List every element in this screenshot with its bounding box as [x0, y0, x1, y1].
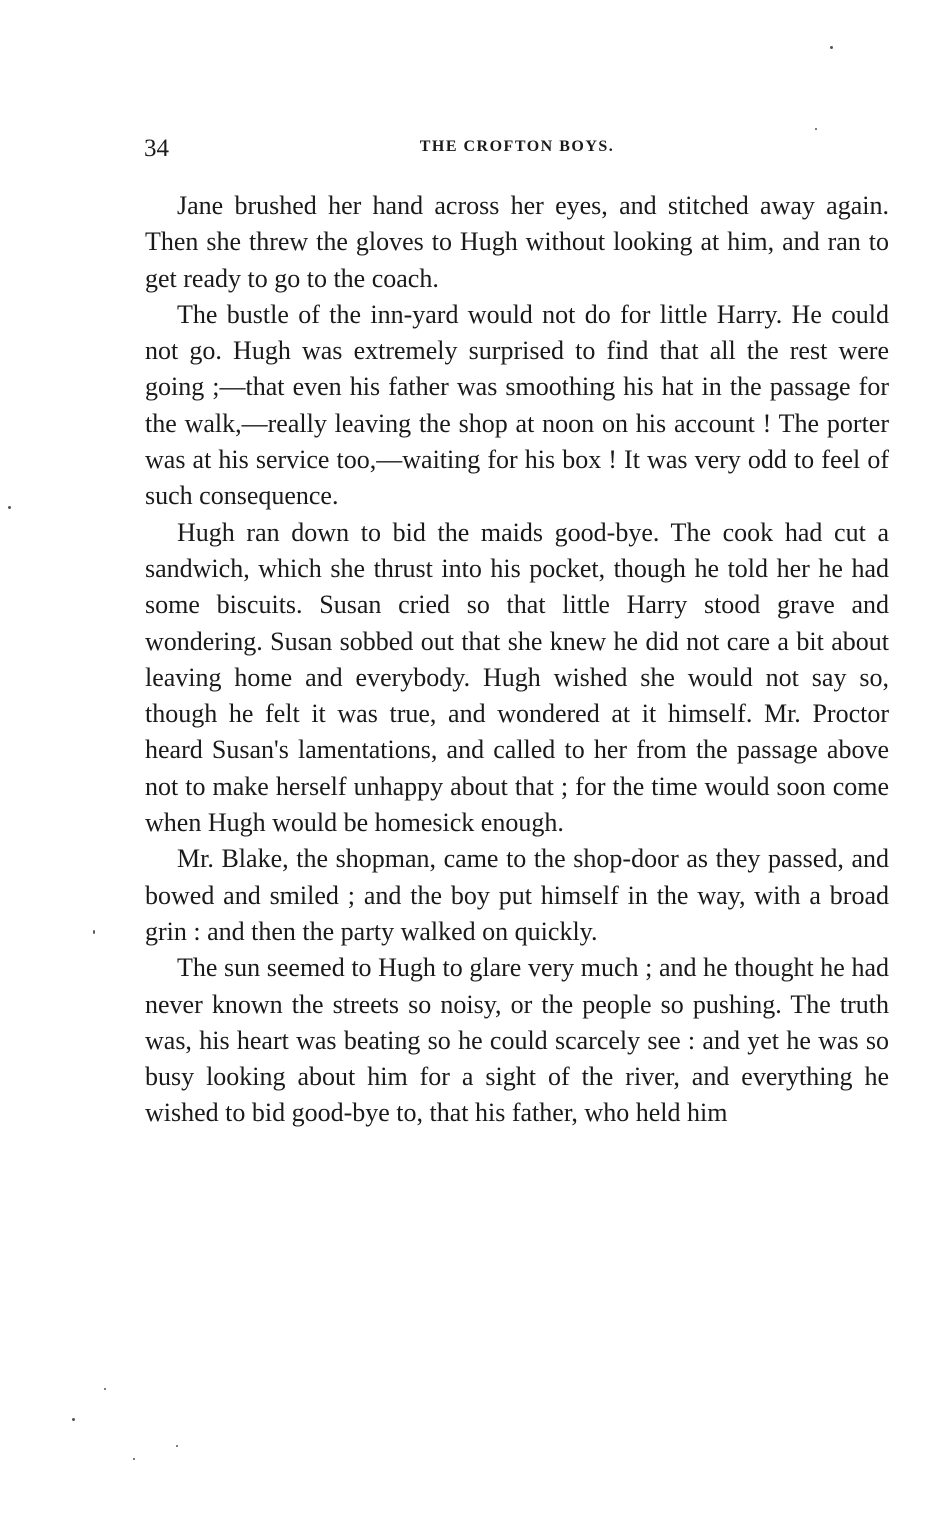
- print-speck: [830, 46, 833, 49]
- print-speck: [133, 1458, 135, 1460]
- running-title: THE CROFTON BOYS.: [419, 138, 615, 155]
- print-speck: [176, 1445, 178, 1447]
- paragraph: The sun seemed to Hugh to glare very much ; and he thought he had never known the streets so noisy, or the people so pushing. The truth was, his heart was beating so he could scarcely see : and yet he was so busy looking about him for a sight of the river, and everything he wished to bid good-bye to, that his father, who held him: [145, 953, 889, 1128]
- paragraph: Hugh ran down to bid the maids good-bye. The cook had cut a sandwich, which she thrust into his pocket, though he told her he had some biscuits. Susan cried so that little Harry stood grave and wondering. Susan sobbed out that she knew he did not care a bit about leaving home and everybody. Hugh wished she would not say so, though he felt it was true, and wondered at it himself. Mr. Proctor heard Susan's lamentations, and called to her from the passage above not to make herself unhappy about that ; for the time would soon come when Hugh would be homesick enough.: [145, 517, 889, 838]
- paragraph: Jane brushed her hand across her eyes, and stitched away again. Then she threw the gloves to Hugh without looking at him, and ran to get ready to go to the coach.: [145, 191, 889, 293]
- running-header: [144, 134, 890, 168]
- print-speck: [8, 506, 11, 509]
- print-speck: [93, 930, 95, 934]
- paragraph: Mr. Blake, the shopman, came to the shop-door as they passed, and bowed and smiled ; and the boy put himself in the way, with a broad grin : and then the party walked on quickly.: [145, 844, 889, 946]
- paragraph: The bustle of the inn-yard would not do for little Harry. He could not go. Hugh was extremely surprised to find that all the rest were going ;—that even his father was smoothing his hat in the passage for the walk,—really leaving the shop at noon on his account ! The porter was at his service too,—waiting for his box ! It was very odd to feel of such consequence.: [145, 299, 889, 511]
- print-speck: [72, 1418, 75, 1421]
- print-speck: [815, 128, 817, 130]
- page-number: 34: [144, 135, 169, 162]
- body-text: [145, 188, 889, 1132]
- print-speck: [104, 1388, 106, 1390]
